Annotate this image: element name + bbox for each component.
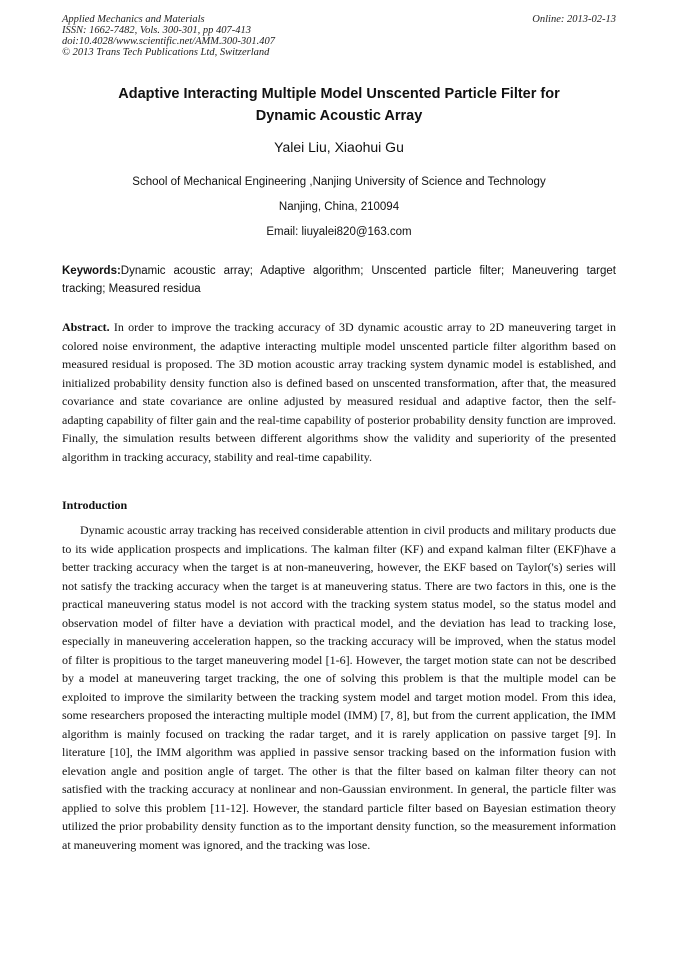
- title-line-2: Dynamic Acoustic Array: [255, 108, 423, 124]
- abstract-text: In order to improve the tracking accuracy of 3D dynamic acoustic array to 2D maneuvering target in colored noise environment, the adaptive interacting multiple model unscented particle filter algorithm based on measured residual is proposed. The 3D motion acoustic array tracking system dynamic model is established, and initialized probability density function also is defined based on unscented transformation, after that, the measured covariance and state covariance are online adjusted by measured residual and adaptive factor, then the self-adapting capability of filter gain and the real-time capability of posterior probability density function are improved. Finally, the simulation results between different algorithms show the validity and superiority of the presented algorithm in tracking accuracy, stability and real-time capability.: [62, 320, 616, 464]
- abstract-label: Abstract.: [62, 320, 110, 334]
- keywords: [62, 262, 616, 298]
- email: Email: liuyalei820@163.com: [266, 226, 412, 238]
- doi-line: doi:10.4028/www.scientific.net/AMM.300-301.407: [62, 36, 275, 47]
- title-line-1: Adaptive Interacting Multiple Model Unscented Particle Filter for: [118, 86, 560, 102]
- issn-line: ISSN: 1662-7482, Vols. 300-301, pp 407-413: [62, 25, 251, 36]
- introduction-paragraph: Dynamic acoustic array tracking has received considerable attention in civil products and military products due to its wide application prospects and implications. The kalman filter (KF) and expand kalman filter (EKF)have a better tracking accuracy when the target is at non-maneuvering, however, the EKF based on Taylor('s) series will not satisfy the tracking accuracy when the target is at maneuvering status. There are two factors in this, one is the practical maneuvering status model is not accord with the tracking system status model, so the status model and observation model of filter have a deviation with practical model, and the deviation has lead to tracking lose, especially in maneuvering acceleration happen, so the tracking accuracy will be improved, when the status model of filter is propitious to the target maneuvering model [1-6]. However, the target motion state can not be described by a model at maneuvering target tracking, the one of solving this problem is that the multiple model can be exploited to improve the similarity between the tracking system model and target motion model. From this idea, some researchers proposed the interacting multiple model (IMM) [7, 8], but from the current application, the IMM algorithm is mainly focused on tracking the radar target, and it is rarely application on passive target [9]. In literature [10], the IMM algorithm was applied in passive sensor tracking based on the information fusion with elevation angle and position angle of target. The other is that the filter based on kalman filter theory can not satisfied with the tracking accuracy at nonlinear and non-Gaussian environment. In general, the particle filter was applied to solve this problem [11-12]. However, the standard particle filter based on Bayesian estimation theory utilized the prior probability density function as to the important density function, so the measurement information at maneuvering moment was ignored, and the tracking was lose.: [62, 523, 616, 852]
- online-date: Online: 2013-02-13: [532, 14, 616, 25]
- authors: Yalei Liu, Xiaohui Gu: [274, 139, 404, 155]
- keywords-label: Keywords:: [62, 265, 121, 277]
- location: Nanjing, China, 210094: [278, 201, 400, 213]
- journal-name: Applied Mechanics and Materials: [62, 14, 205, 25]
- abstract: [62, 318, 616, 466]
- paper-title: [62, 83, 616, 127]
- journal-header: [62, 14, 616, 58]
- introduction-heading: Introduction: [62, 498, 128, 512]
- keywords-text: Dynamic acoustic array; Adaptive algorithm; Unscented particle filter; Maneuvering target tracking; Measured residua: [62, 265, 616, 295]
- copyright-line: © 2013 Trans Tech Publications Ltd, Switzerland: [62, 47, 270, 58]
- affiliation: School of Mechanical Engineering ,Nanjing University of Science and Technology: [132, 176, 546, 188]
